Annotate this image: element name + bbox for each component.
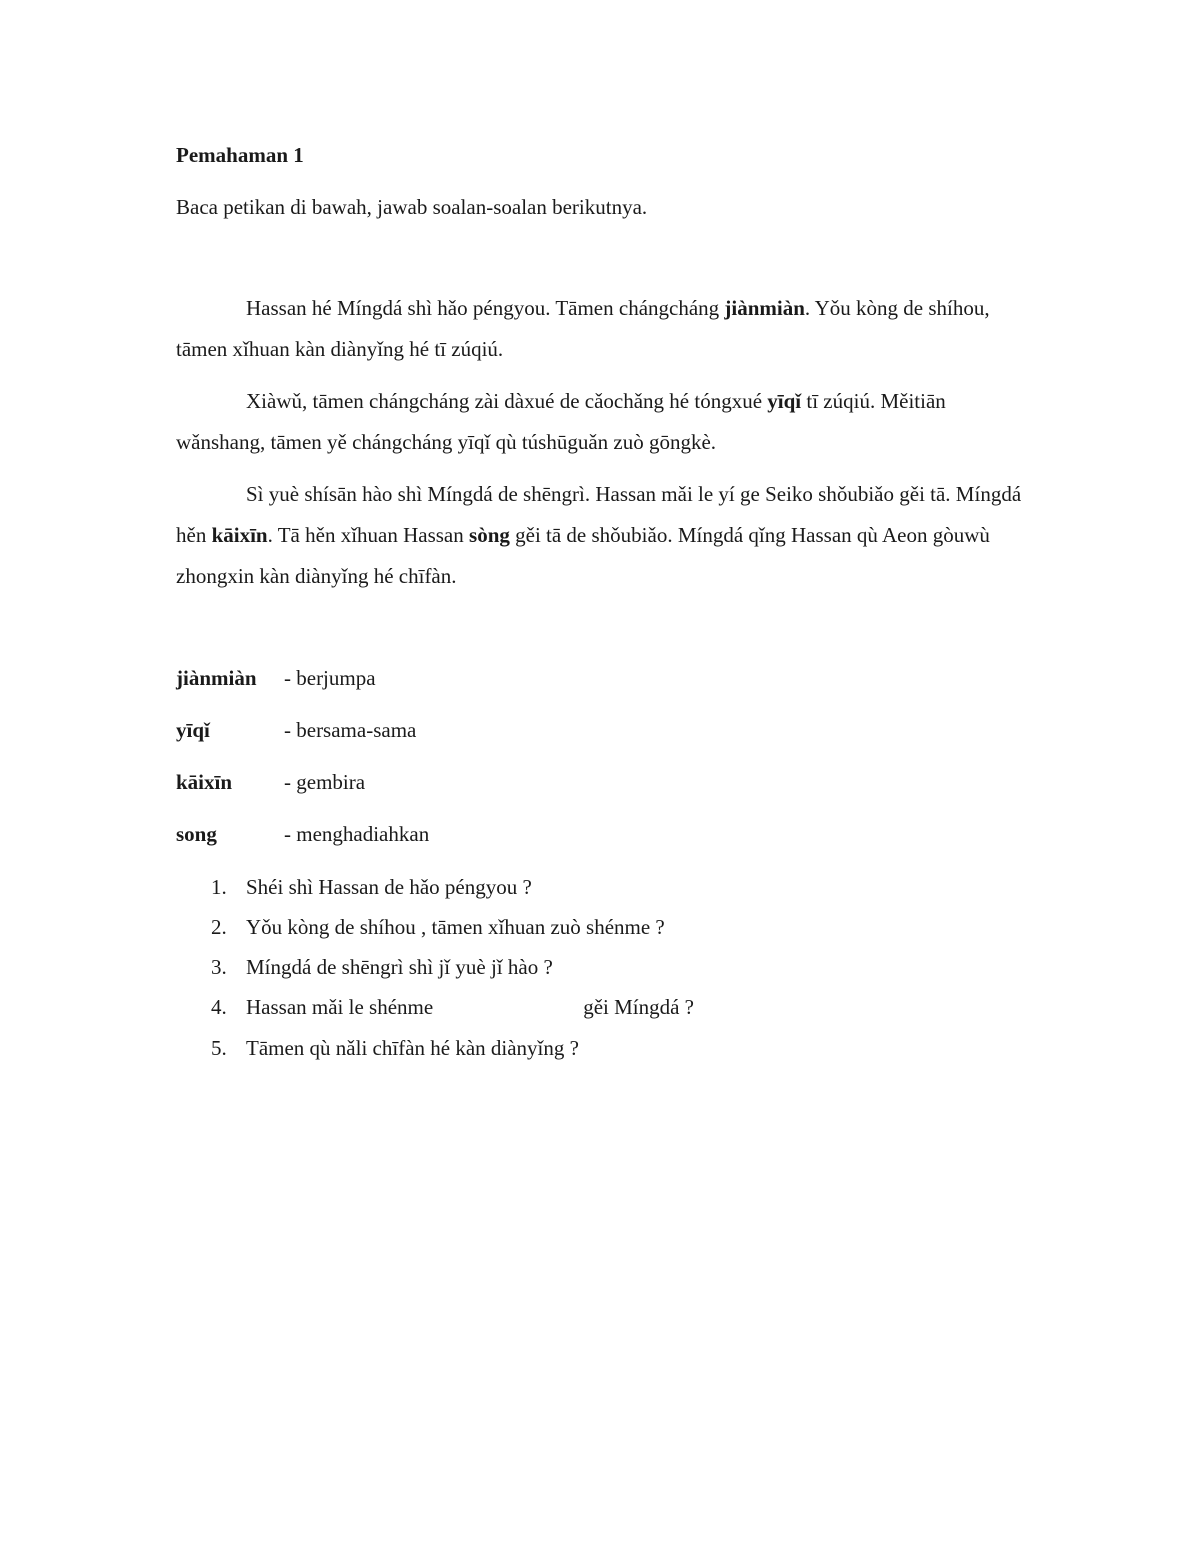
- question-number: 3.: [211, 955, 227, 979]
- vocab-term: yīqǐ: [176, 718, 210, 742]
- question-item: [211, 875, 532, 900]
- passage-paragraph-1: [176, 288, 1026, 370]
- vocab-meaning: - berjumpa: [284, 666, 376, 690]
- vocab-meaning: - menghadiahkan: [284, 822, 430, 846]
- passage-text: gěi tā de shǒubiǎo. Míngdá qǐng Hassan qù Aeon gòuwù zhongxin kàn diànyǐng hé chīfàn.: [176, 523, 990, 588]
- vocab-meaning: - gembira: [284, 770, 366, 794]
- page-title: Pemahaman 1: [176, 143, 304, 167]
- vocab-item: [176, 666, 376, 691]
- instruction-text: Baca petikan di bawah, jawab soalan-soalan berikutnya.: [176, 195, 648, 219]
- question-item: [211, 915, 665, 940]
- passage-text: Xiàwǔ, tāmen chángcháng zài dàxué de cǎochǎng hé tóngxué: [246, 389, 768, 413]
- vocab-highlight: kāixīn: [211, 523, 268, 547]
- question-number: 4.: [211, 995, 227, 1019]
- question-item: [211, 1036, 579, 1061]
- vocab-item: [176, 822, 429, 847]
- passage-text: Hassan hé Míngdá shì hǎo péngyou. Tāmen chángcháng: [246, 296, 725, 320]
- passage-text: . Tā hěn xǐhuan Hassan: [267, 523, 470, 547]
- question-item: [211, 995, 694, 1020]
- question-text: Tāmen qù nǎli chīfàn hé kàn diànyǐng ?: [246, 1036, 579, 1060]
- vocab-item: [176, 718, 416, 743]
- question-text: Yǒu kòng de shíhou , tāmen xǐhuan zuò shénme ?: [246, 915, 665, 939]
- vocab-term: jiànmiàn: [176, 666, 257, 690]
- passage-text: Sì yuè shísān hào shì Míngdá de shēngrì. Hassan mǎi le yí ge Seiko shǒubiǎo gěi tā. Míngdá hěn: [176, 482, 1022, 547]
- passage-paragraph-3: [176, 474, 1026, 597]
- passage-text: tī zúqiú. Měitiān wǎnshang, tāmen yě chángcháng yīqǐ qù túshūguǎn zuò gōngkè.: [176, 389, 946, 454]
- vocab-highlight: sòng: [469, 523, 510, 547]
- vocab-item: [176, 770, 365, 795]
- passage-text: . Yǒu kòng de shíhou, tāmen xǐhuan kàn diànyǐng hé tī zúqiú.: [176, 296, 990, 361]
- question-number: 1.: [211, 875, 227, 899]
- question-number: 5.: [211, 1036, 227, 1060]
- vocab-meaning: - bersama-sama: [284, 718, 417, 742]
- vocab-highlight: jiànmiàn: [724, 296, 805, 320]
- vocab-highlight: yīqǐ: [767, 389, 802, 413]
- question-text-after: gěi Míngdá ?: [583, 995, 695, 1019]
- question-number: 2.: [211, 915, 227, 939]
- vocab-term: song: [176, 822, 217, 846]
- vocab-term: kāixīn: [176, 770, 233, 794]
- question-text: Shéi shì Hassan de hǎo péngyou ?: [246, 875, 532, 899]
- question-item: [211, 955, 553, 980]
- question-text: Míngdá de shēngrì shì jǐ yuè jǐ hào ?: [246, 955, 553, 979]
- question-text: Hassan mǎi le shénme: [246, 995, 434, 1019]
- passage-paragraph-2: [176, 381, 1026, 463]
